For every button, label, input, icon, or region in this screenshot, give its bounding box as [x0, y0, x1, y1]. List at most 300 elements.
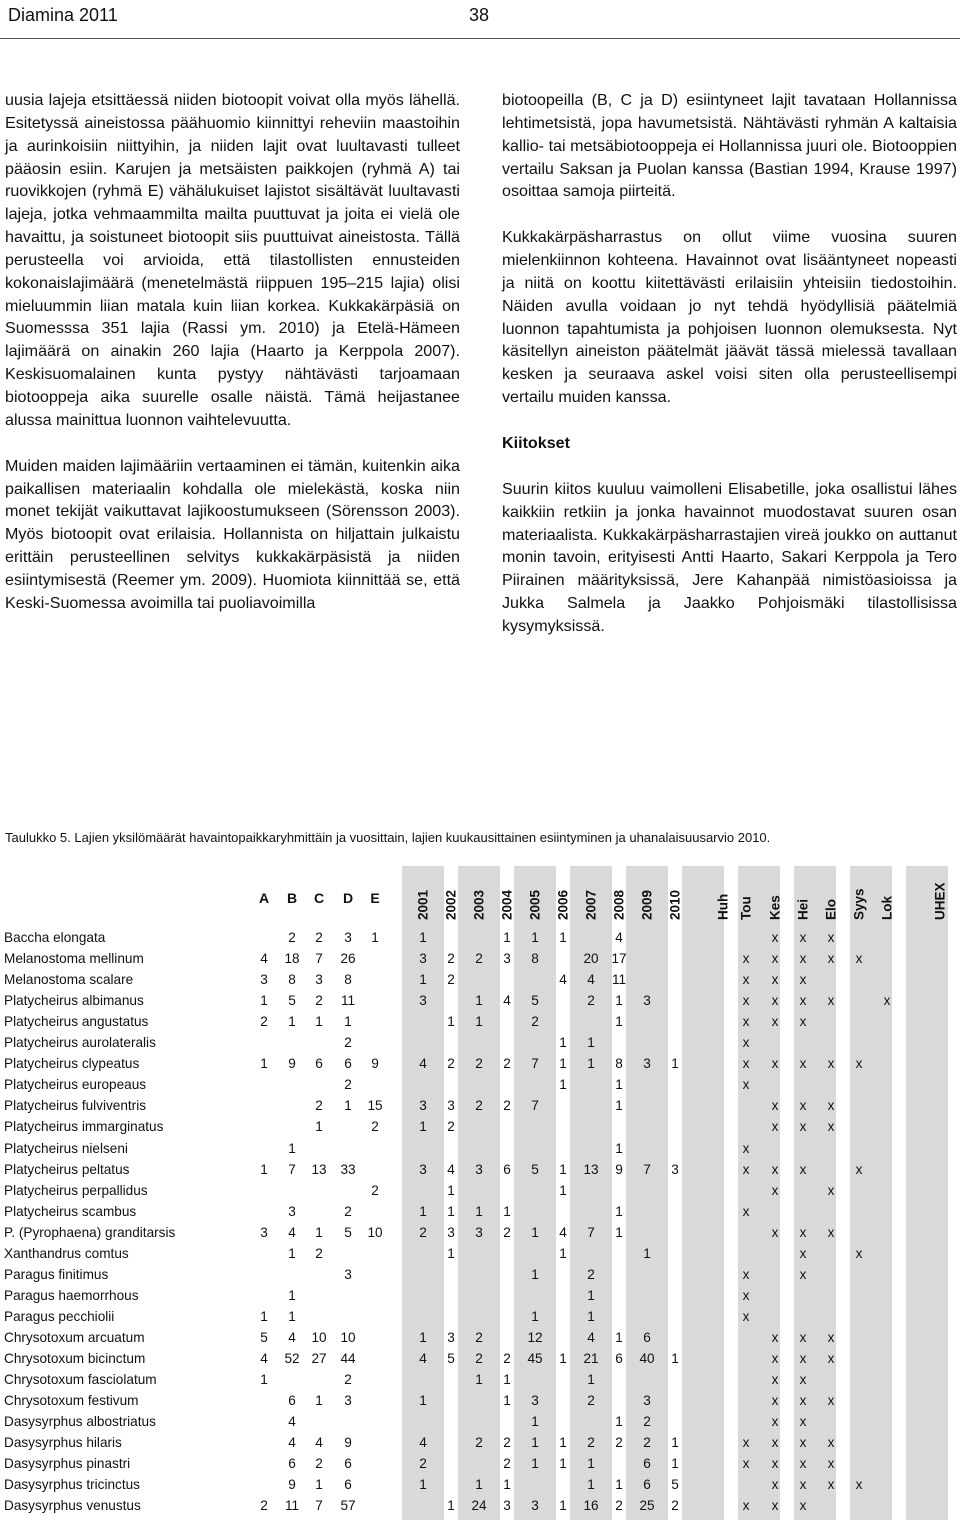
table-cell: x [827, 930, 835, 945]
species-name: Melanostoma mellinum [4, 951, 144, 967]
table-cell: x [771, 993, 779, 1009]
column-header-2004 [497, 864, 517, 920]
table-cell: x [827, 1056, 835, 1072]
page-header [0, 0, 960, 36]
table-cell: 3 [344, 1393, 352, 1409]
table-cell: 1 [615, 1477, 623, 1493]
table-cell: 1 [587, 1308, 595, 1324]
table-cell: 3 [260, 1224, 268, 1240]
table-cell: 8 [288, 972, 296, 988]
column-header-2005 [525, 864, 545, 920]
table-cell: x [827, 1098, 835, 1114]
column-header-label: UHEX [932, 882, 948, 920]
table-cell: 1 [447, 1498, 455, 1514]
table-cell: 1 [615, 993, 623, 1009]
table-cell: 2 [475, 1098, 483, 1114]
table-cell: 1 [419, 930, 427, 945]
table-cell: 1 [559, 1161, 567, 1177]
table-cell: 10 [311, 1329, 327, 1345]
table-cell: 1 [419, 1329, 427, 1345]
table-row [0, 1033, 960, 1054]
species-name: Dasysyrphus albostriatus [4, 1414, 156, 1430]
table-cell: 7 [531, 1056, 539, 1072]
table-cell: x [799, 951, 807, 967]
table-cell: 1 [503, 1203, 511, 1219]
column-header-label: 2001 [415, 889, 431, 920]
table-cell: x [742, 1035, 750, 1051]
table-cell: 5 [260, 1329, 268, 1345]
table-cell: 1 [587, 1056, 595, 1072]
table-cell: 2 [643, 1435, 651, 1451]
species-name: Paragus haemorrhous [4, 1287, 139, 1303]
column-header-label: 2003 [471, 889, 487, 920]
table-cell: 52 [284, 1351, 300, 1366]
journal-title: Diamina 2011 [8, 5, 118, 25]
table-cell: 4 [447, 1161, 455, 1177]
table-cell: 10 [367, 1224, 383, 1240]
table-cell: x [742, 1435, 750, 1451]
table-cell: 2 [260, 1498, 268, 1514]
table-cell: 3 [643, 993, 651, 1009]
right-text-column [502, 89, 957, 638]
species-name: Baccha elongata [4, 930, 106, 945]
table-cell: 7 [315, 951, 323, 967]
species-name: Xanthandrus comtus [4, 1245, 129, 1261]
table-cell: 2 [615, 1435, 623, 1451]
table-cell: 6 [643, 1329, 651, 1345]
table-cell: 1 [559, 1435, 567, 1451]
table-cell: 3 [447, 1224, 455, 1240]
table-cell: x [771, 972, 779, 988]
table-cell: 1 [559, 1456, 567, 1472]
table-cell: 2 [315, 1245, 323, 1261]
species-name: Platycheirus albimanus [4, 993, 144, 1009]
table-cell: x [771, 1351, 779, 1366]
table-cell: 13 [311, 1161, 327, 1177]
table-cell: 1 [315, 1014, 323, 1030]
table-cell: x [771, 1161, 779, 1177]
species-name: Chrysotoxum fasciolatum [4, 1372, 157, 1388]
table-cell: 4 [503, 993, 511, 1009]
table-cell: 4 [315, 1435, 323, 1451]
header-rule [0, 38, 960, 39]
table-cell: x [799, 1056, 807, 1072]
table-cell: 5 [531, 1161, 539, 1177]
table-cell: 6 [643, 1456, 651, 1472]
species-name: Platycheirus aurolateralis [4, 1035, 156, 1051]
table-cell: x [771, 1498, 779, 1514]
table-cell: x [771, 951, 779, 967]
table-row [0, 1012, 960, 1033]
table-cell: 1 [419, 1477, 427, 1493]
table-cell: 1 [447, 1245, 455, 1261]
table-cell: 11 [611, 972, 627, 988]
column-header-label: 2007 [583, 889, 599, 920]
table-cell: x [883, 993, 891, 1009]
table-cell: x [742, 1056, 750, 1072]
table-cell: 21 [583, 1351, 599, 1366]
table-cell: 3 [419, 951, 427, 967]
species-name: Chrysotoxum arcuatum [4, 1329, 145, 1345]
table-cell: 40 [639, 1351, 655, 1366]
table-cell: x [799, 1224, 807, 1240]
table-row [0, 928, 960, 949]
table-cell: x [771, 1435, 779, 1451]
right-paragraph-2: Kukkakärpäsharrastus on ollut viime vuosina suuren mielenkiinnon kohteena. Havainnot ovat lisääntyneet nopeasti ja niitä on koottu kiitettävästi erilaisiin yhteisiin tiedostoihin. Näiden avulla voidaan jo nyt tehdä hyödyllisiä päätelmiä luonnon tapahtumista ja pohjoisen luonnon olemuksesta. Nyt käsitellyn aineiston päätelmät jäävät tässä mielessä tavallaan kesken ja seuraava askel voisi siten olla perusteellisempi vertailu muiden kanssa. [502, 228, 957, 407]
table-cell: 3 [315, 972, 323, 988]
table-cell: 4 [260, 1351, 268, 1366]
table-cell: 4 [260, 951, 268, 967]
table-cell: x [771, 1393, 779, 1409]
table-cell: x [771, 1329, 779, 1345]
table-row [0, 1054, 960, 1075]
table-cell: 1 [503, 1372, 511, 1388]
column-header-uhex [930, 864, 950, 920]
table-cell: x [827, 1435, 835, 1451]
table-cell: x [742, 1014, 750, 1030]
column-header-huh [713, 864, 733, 920]
table-cell: x [827, 1393, 835, 1409]
table-cell: x [799, 1329, 807, 1345]
table-cell: 1 [475, 1014, 483, 1030]
table-cell: 3 [260, 972, 268, 988]
table-row [0, 1117, 960, 1138]
table-cell: 2 [503, 1351, 511, 1366]
table-cell: 5 [344, 1224, 352, 1240]
species-name: Platycheirus angustatus [4, 1014, 149, 1030]
table-row [0, 1496, 960, 1517]
column-header-label: Huh [715, 893, 731, 920]
table-cell: x [855, 1056, 863, 1072]
table-cell: x [799, 1119, 807, 1135]
table-cell: 1 [587, 1287, 595, 1303]
table-cell: x [799, 1245, 807, 1261]
table-cell: 11 [340, 993, 356, 1009]
right-paragraph-1: biotoopeilla (B, C ja D) esiintyneet lajit tavataan Hollannissa lehtimetsistä, jopa havumetsistä. Nähtävästi ryhmän A kaltaisia kallio- tai metsäbiotooppeja ei Hollannissa juuri ole. Biotooppien vertailu Saksan ja Puolan kanssa (Bastian 1994, Krause 1997) osoittaa samoja piirteitä. [502, 91, 957, 201]
column-header-label: Tou [738, 896, 754, 920]
table-cell: 2 [475, 1435, 483, 1451]
table-row [0, 991, 960, 1012]
table-cell: 1 [503, 1393, 511, 1409]
table-cell: 1 [671, 1435, 679, 1451]
table-cell: 1 [371, 930, 379, 945]
table-cell: x [742, 972, 750, 988]
table-cell: 1 [315, 1393, 323, 1409]
column-header-2008 [609, 864, 629, 920]
table-cell: x [799, 1435, 807, 1451]
table-cell: 2 [475, 951, 483, 967]
column-header-c: C [313, 890, 325, 906]
table-cell: 1 [559, 1182, 567, 1198]
column-header-label: Kes [767, 895, 783, 920]
table-cell: 6 [503, 1161, 511, 1177]
table-cell: 2 [344, 1035, 352, 1051]
column-header-label: 2005 [527, 889, 543, 920]
table-cell: 44 [340, 1351, 356, 1366]
table-cell: 1 [587, 1456, 595, 1472]
table-cell: 1 [288, 1245, 296, 1261]
column-header-2009 [637, 864, 657, 920]
species-name: Dasysyrphus hilaris [4, 1435, 122, 1451]
table-cell: x [799, 1498, 807, 1514]
table-cell: x [799, 930, 807, 945]
species-name: Platycheirus peltatus [4, 1161, 130, 1177]
table-cell: 1 [503, 930, 511, 945]
table-cell: 1 [559, 1351, 567, 1366]
table-cell: 1 [559, 1077, 567, 1093]
table-cell: 6 [344, 1477, 352, 1493]
table-cell: 3 [531, 1393, 539, 1409]
table-cell: 2 [344, 1077, 352, 1093]
table-cell: x [799, 1477, 807, 1493]
table-cell: 1 [475, 1372, 483, 1388]
table-cell: 1 [615, 1140, 623, 1156]
table-cell: 5 [288, 993, 296, 1009]
column-header-label: 2008 [611, 889, 627, 920]
table-cell: 1 [503, 1477, 511, 1493]
table-cell: 2 [260, 1014, 268, 1030]
table-row [0, 1454, 960, 1475]
column-header-2006 [553, 864, 573, 920]
table-cell: 4 [559, 972, 567, 988]
table-cell: 1 [288, 1014, 296, 1030]
column-header-label: Lok [879, 895, 895, 920]
table-cell: x [742, 1287, 750, 1303]
table-cell: x [742, 1266, 750, 1282]
table-cell: 7 [587, 1224, 595, 1240]
table-cell: x [799, 972, 807, 988]
table-cell: 4 [615, 930, 623, 945]
table-cell: 1 [615, 1077, 623, 1093]
table-cell: x [855, 951, 863, 967]
table-cell: 4 [587, 1329, 595, 1345]
table-cell: 1 [419, 1119, 427, 1135]
table-cell: 18 [284, 951, 300, 967]
table-cell: x [771, 1477, 779, 1493]
table-cell: 8 [531, 951, 539, 967]
table-cell: 1 [344, 1014, 352, 1030]
table-cell: 2 [587, 1266, 595, 1282]
table-cell: 2 [643, 1414, 651, 1430]
table-cell: x [771, 1056, 779, 1072]
table-cell: 1 [260, 1056, 268, 1072]
table-cell: 4 [559, 1224, 567, 1240]
table-cell: 2 [671, 1498, 679, 1514]
table-row [0, 1433, 960, 1454]
table-cell: 2 [531, 1014, 539, 1030]
table-cell: 1 [475, 993, 483, 1009]
table-cell: 5 [531, 993, 539, 1009]
table-cell: 1 [260, 1161, 268, 1177]
table-cell: x [771, 1414, 779, 1430]
table-cell: 1 [671, 1351, 679, 1366]
table-cell: 2 [503, 1456, 511, 1472]
table-cell: 33 [340, 1161, 356, 1177]
table-cell: 16 [583, 1498, 599, 1514]
table-cell: 2 [315, 930, 323, 945]
table-cell: x [771, 1119, 779, 1135]
species-name: Platycheirus nielseni [4, 1140, 128, 1156]
table-cell: x [742, 1456, 750, 1472]
table-cell: 1 [643, 1245, 651, 1261]
table-row [0, 1075, 960, 1096]
table-cell: 20 [583, 951, 599, 967]
table-cell: 4 [288, 1224, 296, 1240]
left-text-column [5, 89, 460, 615]
table-cell: 4 [419, 1351, 427, 1366]
table-cell: 2 [615, 1498, 623, 1514]
column-header-2002 [441, 864, 461, 920]
table-cell: 3 [419, 1161, 427, 1177]
table-cell: 9 [288, 1056, 296, 1072]
table-cell: 5 [671, 1477, 679, 1493]
table-cell: 2 [447, 951, 455, 967]
table-cell: 1 [315, 1477, 323, 1493]
table-cell: 1 [288, 1140, 296, 1156]
species-name: Platycheirus europeaus [4, 1077, 147, 1093]
table-cell: 9 [288, 1477, 296, 1493]
table-row [0, 1096, 960, 1117]
table-cell: 1 [615, 1414, 623, 1430]
table-cell: x [827, 1119, 835, 1135]
table-cell: 1 [559, 1056, 567, 1072]
table-cell: x [827, 1477, 835, 1493]
table-cell: x [742, 951, 750, 967]
table-cell: 3 [419, 1098, 427, 1114]
table-row [0, 1370, 960, 1391]
species-name: Dasysyrphus venustus [4, 1498, 141, 1514]
table-cell: 1 [315, 1224, 323, 1240]
species-table [0, 866, 960, 1520]
table-cell: 1 [419, 1203, 427, 1219]
column-header-label: Elo [823, 898, 839, 920]
table-cell: 2 [503, 1056, 511, 1072]
table-cell: 1 [559, 1245, 567, 1261]
table-cell: 6 [615, 1351, 623, 1366]
table-cell: 1 [531, 930, 539, 945]
table-cell: 8 [344, 972, 352, 988]
table-row [0, 1244, 960, 1265]
table-cell: 3 [531, 1498, 539, 1514]
table-cell: 7 [288, 1161, 296, 1177]
table-cell: 1 [447, 1014, 455, 1030]
table-cell: 7 [531, 1098, 539, 1114]
table-row [0, 1349, 960, 1370]
table-cell: 3 [475, 1224, 483, 1240]
table-row [0, 1412, 960, 1433]
table-cell: 1 [475, 1203, 483, 1219]
table-cell: 2 [587, 1435, 595, 1451]
table-cell: 2 [503, 1435, 511, 1451]
table-row [0, 1328, 960, 1349]
column-header-tou [736, 864, 756, 920]
table-cell: 2 [503, 1098, 511, 1114]
table-cell: 2 [475, 1351, 483, 1366]
table-cell: 7 [315, 1498, 323, 1514]
table-cell: 6 [288, 1456, 296, 1472]
table-cell: x [827, 993, 835, 1009]
table-cell: x [742, 1077, 750, 1093]
table-cell: 1 [315, 1119, 323, 1135]
table-cell: 17 [611, 951, 627, 967]
table-cell: 1 [531, 1435, 539, 1451]
table-cell: 5 [447, 1351, 455, 1366]
table-cell: 9 [371, 1056, 379, 1072]
table-cell: 27 [311, 1351, 327, 1366]
table-cell: 57 [340, 1498, 356, 1514]
species-name: Platycheirus fulviventris [4, 1098, 147, 1114]
table-cell: x [799, 1014, 807, 1030]
species-name: Chrysotoxum bicinctum [4, 1351, 146, 1366]
table-cell: x [742, 1203, 750, 1219]
species-name: Dasysyrphus pinastri [4, 1456, 131, 1472]
table-cell: 25 [639, 1498, 655, 1514]
table-cell: x [799, 1414, 807, 1430]
table-cell: 2 [288, 930, 296, 945]
table-cell: 1 [344, 1098, 352, 1114]
table-row [0, 970, 960, 991]
table-cell: x [799, 1372, 807, 1388]
table-cell: x [827, 951, 835, 967]
table-cell: x [742, 1140, 750, 1156]
table-row [0, 1139, 960, 1160]
column-header-label: Syys [851, 888, 867, 920]
table-cell: 1 [671, 1456, 679, 1472]
table-row [0, 1160, 960, 1181]
table-cell: 2 [315, 1098, 323, 1114]
species-name: Melanostoma scalare [4, 972, 134, 988]
table-cell: 4 [419, 1056, 427, 1072]
table-cell: 13 [583, 1161, 599, 1177]
table-row [0, 949, 960, 970]
table-cell: 1 [531, 1224, 539, 1240]
table-cell: 1 [260, 993, 268, 1009]
column-header-hei [793, 864, 813, 920]
table-row [0, 1265, 960, 1286]
table-cell: 3 [447, 1329, 455, 1345]
table-cell: 2 [587, 993, 595, 1009]
table-cell: x [742, 1308, 750, 1324]
table-cell: 12 [527, 1329, 543, 1345]
table-cell: 3 [503, 1498, 511, 1514]
table-cell: x [771, 930, 779, 945]
table-cell: 9 [615, 1161, 623, 1177]
table-cell: x [827, 1351, 835, 1366]
table-cell: 3 [344, 930, 352, 945]
table-cell: 1 [260, 1372, 268, 1388]
column-header-2001 [413, 864, 433, 920]
table-cell: x [855, 1161, 863, 1177]
table-cell: 1 [447, 1203, 455, 1219]
table-cell: 2 [475, 1329, 483, 1345]
table-cell: 2 [371, 1119, 379, 1135]
table-cell: 2 [344, 1372, 352, 1388]
column-header-2003 [469, 864, 489, 920]
table-row [0, 1223, 960, 1244]
table-cell: 2 [419, 1456, 427, 1472]
table-cell: 1 [615, 1014, 623, 1030]
column-header-label: 2002 [443, 889, 459, 920]
column-header-elo [821, 864, 841, 920]
column-header-kes [765, 864, 785, 920]
column-header-syys [849, 864, 869, 920]
table-cell: 1 [559, 930, 567, 945]
species-name: Platycheirus clypeatus [4, 1056, 140, 1072]
table-cell: 1 [531, 1308, 539, 1324]
column-header-d: D [342, 890, 354, 906]
table-cell: 1 [615, 1329, 623, 1345]
table-cell: 1 [419, 972, 427, 988]
